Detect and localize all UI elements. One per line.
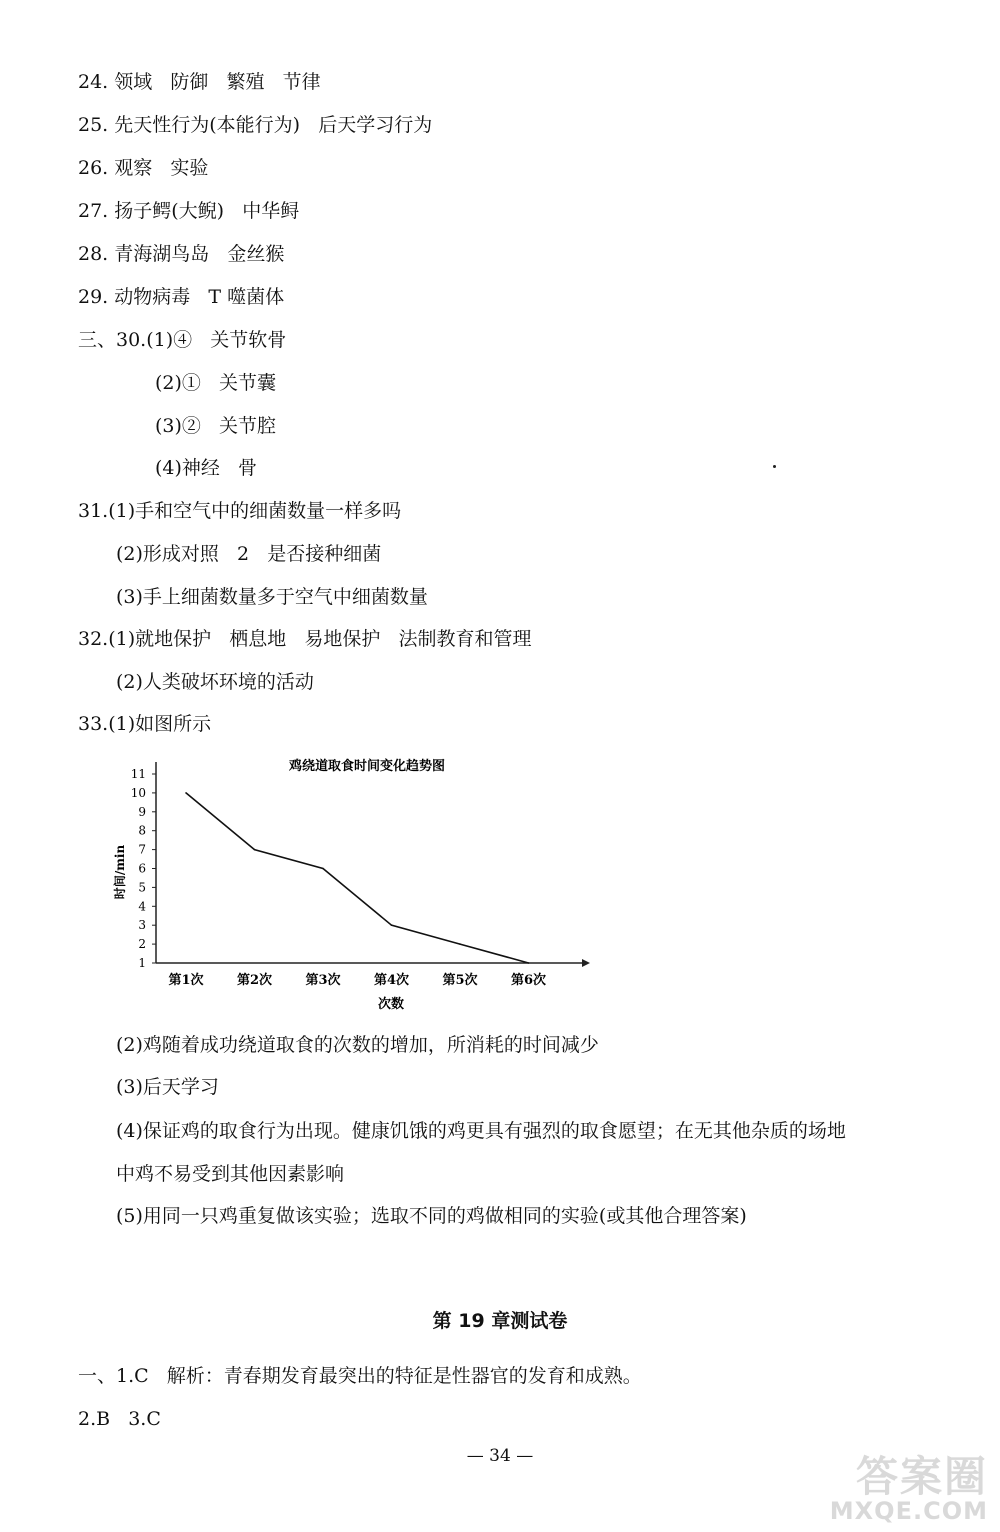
y-tick-label: 2 bbox=[138, 937, 146, 952]
x-tick-label: 第6次 bbox=[510, 973, 547, 988]
answer-31-3: (3)手上细菌数量多于空气中细菌数量 bbox=[116, 586, 428, 608]
page-number: — 34 — bbox=[466, 1446, 534, 1466]
section-title: 第 19 章测试卷 bbox=[432, 1310, 568, 1332]
watermark-line2: MXQE.COM bbox=[829, 1496, 988, 1525]
chart-xlabel: 次数 bbox=[377, 997, 405, 1012]
answer-33-3: (3)后天学习 bbox=[116, 1076, 219, 1098]
x-tick-label: 第2次 bbox=[236, 973, 273, 988]
answer-33-5: (5)用同一只鸡重复做该实验；选取不同的鸡做相同的实验(或其他合理答案) bbox=[116, 1205, 747, 1227]
answer-25: 25. 先天性行为(本能行为) 后天学习行为 bbox=[78, 114, 433, 136]
watermark-line1: 答案圈 bbox=[855, 1451, 988, 1501]
answer-24: 24. 领域 防御 繁殖 节律 bbox=[78, 71, 321, 93]
answer-31-1: 31.(1)手和空气中的细菌数量一样多吗 bbox=[78, 500, 402, 522]
x-axis-arrow bbox=[582, 959, 590, 967]
line-chart bbox=[108, 748, 598, 1018]
y-tick-label: 10 bbox=[130, 785, 146, 800]
y-tick-label: 5 bbox=[138, 880, 146, 895]
stray-dot bbox=[773, 465, 776, 468]
y-tick-label: 4 bbox=[138, 899, 146, 914]
answer-33-1: 33.(1)如图所示 bbox=[78, 713, 212, 735]
y-tick-label: 11 bbox=[130, 767, 146, 781]
y-tick-label: 1 bbox=[138, 956, 146, 970]
answer-30-3: (3)② 关节腔 bbox=[155, 415, 277, 437]
answer-29: 29. 动物病毒 T 噬菌体 bbox=[78, 286, 285, 308]
chart-ylabel: 时间/min bbox=[113, 844, 127, 900]
y-tick-label: 8 bbox=[138, 823, 146, 838]
series-line bbox=[186, 793, 529, 963]
answer-28: 28. 青海湖鸟岛 金丝猴 bbox=[78, 243, 285, 265]
answer-33-2: (2)鸡随着成功绕道取食的次数的增加，所消耗的时间减少 bbox=[116, 1034, 599, 1056]
x-tick-label: 第3次 bbox=[305, 973, 341, 988]
chapter19-answer-1: 一、1.C 解析：青春期发育最突出的特征是性器官的发育和成熟。 bbox=[78, 1365, 642, 1387]
y-tick-label: 9 bbox=[138, 804, 146, 819]
answer-30-1: 三、30.(1)④ 关节软骨 bbox=[78, 329, 287, 351]
answer-26: 26. 观察 实验 bbox=[78, 157, 209, 179]
answer-30-2: (2)① 关节囊 bbox=[155, 372, 277, 394]
y-tick-label: 6 bbox=[138, 861, 146, 876]
x-tick-label: 第1次 bbox=[168, 973, 204, 988]
answer-27: 27. 扬子鳄(大鲵) 中华鲟 bbox=[78, 200, 300, 222]
answer-33-4b: 中鸡不易受到其他因素影响 bbox=[116, 1163, 345, 1185]
watermark-logo bbox=[829, 1451, 988, 1525]
answer-32-1: 32.(1)就地保护 栖息地 易地保护 法制教育和管理 bbox=[78, 628, 532, 650]
x-tick-label: 第5次 bbox=[442, 973, 478, 988]
answer-31-2: (2)形成对照 2 是否接种细菌 bbox=[116, 543, 382, 565]
answer-30-4: (4)神经 骨 bbox=[155, 457, 258, 479]
y-tick-label: 3 bbox=[138, 918, 146, 933]
x-tick-label: 第4次 bbox=[373, 973, 410, 988]
answer-33-4a: (4)保证鸡的取食行为出现。健康饥饿的鸡更具有强烈的取食愿望；在无其他杂质的场地 bbox=[116, 1120, 846, 1142]
chart-title: 鸡绕道取食时间变化趋势图 bbox=[288, 759, 446, 774]
y-tick-label: 7 bbox=[138, 842, 146, 857]
answer-32-2: (2)人类破坏环境的活动 bbox=[116, 671, 314, 693]
chapter19-answer-2-3: 2.B 3.C bbox=[78, 1408, 161, 1430]
